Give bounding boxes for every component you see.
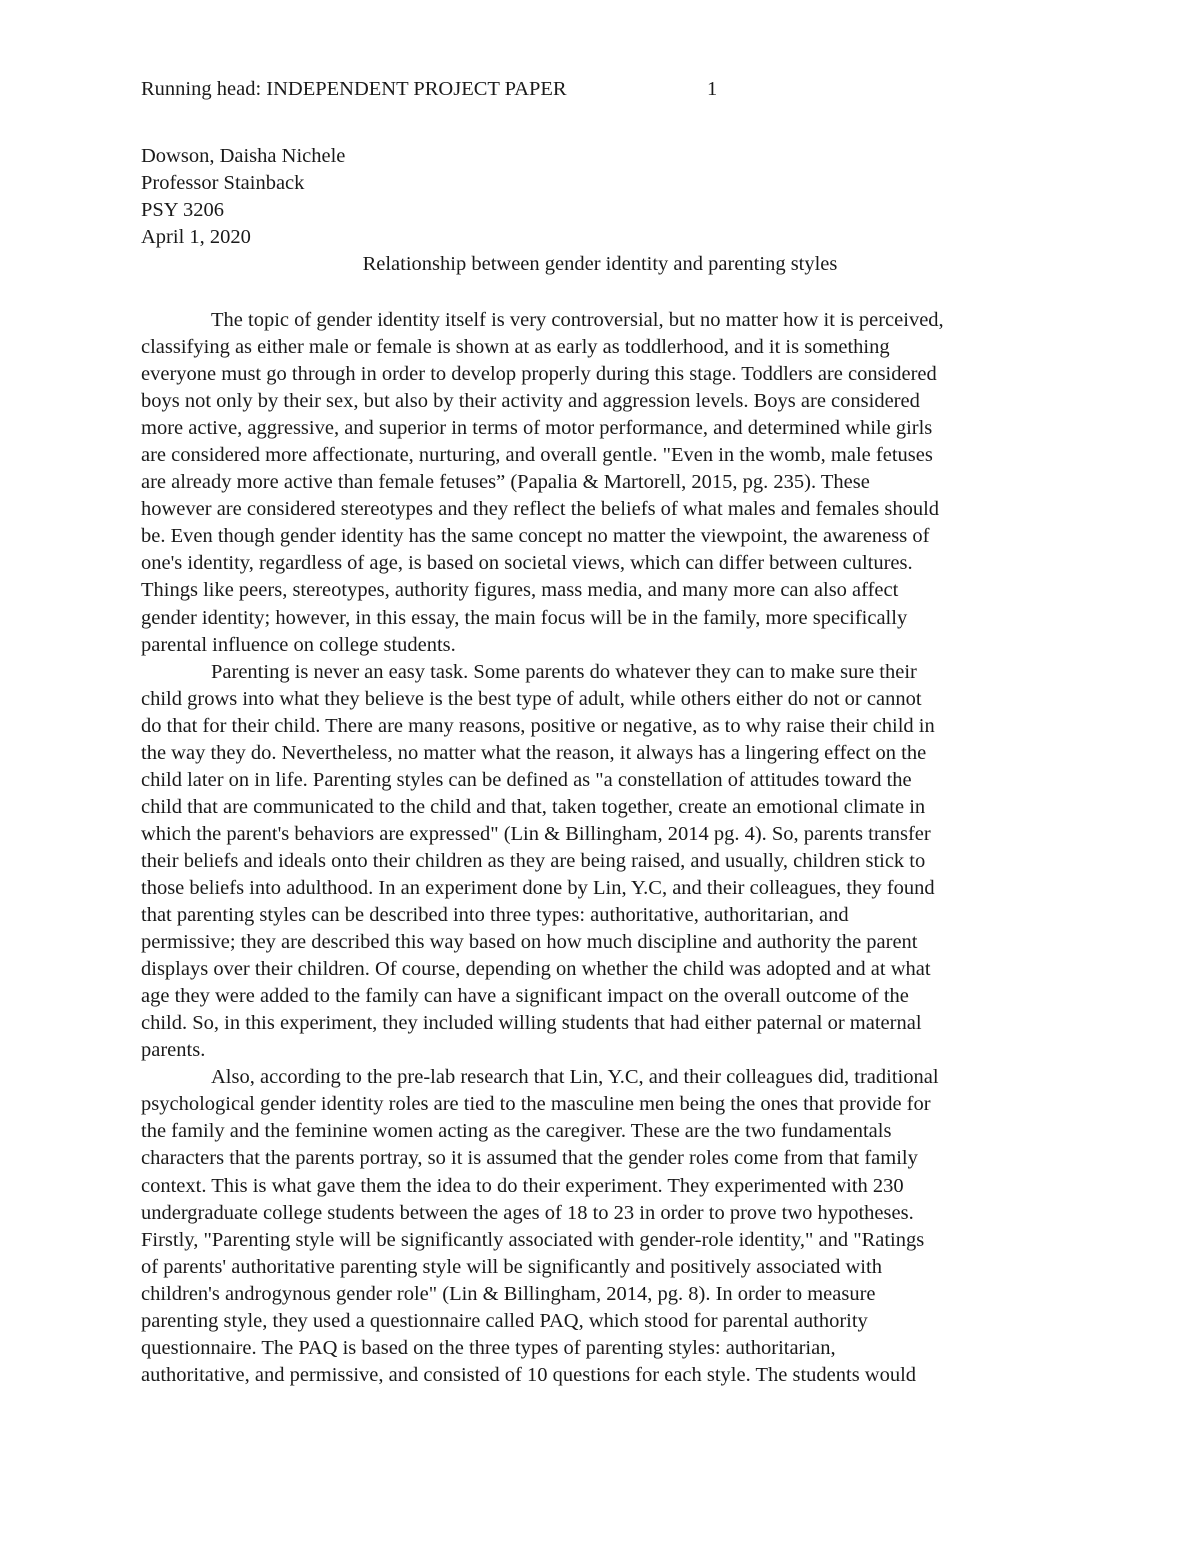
text-line: parents. [141,1039,206,1062]
student-heading [141,143,345,251]
text-line: be. Even though gender identity has the same concept no matter the viewpoint, the awareness of [141,525,930,548]
text-line: children's androgynous gender role" (Lin & Billingham, 2014, pg. 8). In order to measure [141,1282,876,1305]
course-code: PSY 3206 [141,199,224,221]
body-paragraph [141,1064,1053,1389]
paper-title: Relationship between gender identity and parenting styles [362,253,838,275]
text-line: gender identity; however, in this essay, the main focus will be in the family, more specifically [141,606,908,629]
text-line: child that are communicated to the child and that, taken together, create an emotional climate in [141,795,926,818]
student-name: Dowson, Daisha Nichele [141,145,346,167]
paper-body [141,307,1053,1389]
text-line: however are considered stereotypes and they reflect the beliefs of what males and females should [141,498,940,521]
text-line: the way they do. Nevertheless, no matter what the reason, it always has a lingering effect on the [141,741,927,764]
text-line: questionnaire. The PAQ is based on the three types of parenting styles: authoritarian, [141,1336,836,1359]
text-line: child later on in life. Parenting styles can be defined as "a constellation of attitudes toward the [141,768,912,791]
text-line: are considered more affectionate, nurturing, and overall gentle. "Even in the womb, male fetuses [141,444,933,467]
text-line: child. So, in this experiment, they included willing students that had either paternal or maternal [141,1012,922,1035]
professor-name: Professor Stainback [141,172,305,194]
text-line: Also, according to the pre-lab research that Lin, Y.C, and their colleagues did, traditional [211,1066,939,1089]
text-line: The topic of gender identity itself is very controversial, but no matter how it is perceived, [211,309,944,331]
text-line: Things like peers, stereotypes, authority figures, mass media, and many more can also affect [141,579,899,602]
text-line: of parents' authoritative parenting style will be significantly and positively associated with [141,1255,882,1278]
running-head: Running head: INDEPENDENT PROJECT PAPER [141,78,567,100]
text-line: permissive; they are described this way based on how much discipline and authority the parent [141,931,918,954]
text-line: which the parent's behaviors are expressed" (Lin & Billingham, 2014 pg. 4). So, parents transfer [141,822,931,845]
text-line: context. This is what gave them the idea to do their experiment. They experimented with 230 [141,1174,904,1197]
text-line: boys not only by their sex, but also by their activity and aggression levels. Boys are considered [141,390,920,413]
body-paragraph [141,307,1053,659]
text-line: everyone must go through in order to develop properly during this stage. Toddlers are considered [141,363,937,386]
text-line: one's identity, regardless of age, is based on societal views, which can differ between cultures. [141,552,913,575]
body-paragraph [141,659,1053,1065]
text-line: Parenting is never an easy task. Some parents do whatever they can to make sure their [211,660,917,683]
text-line: do that for their child. There are many reasons, positive or negative, as to why raise their child in [141,714,935,737]
text-line: authoritative, and permissive, and consisted of 10 questions for each style. The students would [141,1363,917,1386]
text-line: age they were added to the family can have a significant impact on the overall outcome of the [141,985,909,1008]
text-line: parental influence on college students. [141,633,456,656]
text-line: those beliefs into adulthood. In an experiment done by Lin, Y.C, and their colleagues, they found [141,876,935,899]
paper-date: April 1, 2020 [141,226,251,248]
text-line: Firstly, "Parenting style will be significantly associated with gender-role identity," and "Ratings [141,1228,925,1251]
text-line: the family and the feminine women acting as the caregiver. These are the two fundamentals [141,1120,892,1143]
text-line: undergraduate college students between the ages of 18 to 23 in order to prove two hypotheses. [141,1201,914,1224]
text-line: that parenting styles can be described into three types: authoritative, authoritarian, and [141,904,849,927]
text-line: psychological gender identity roles are tied to the masculine men being the ones that provide for [141,1093,931,1116]
text-line: more active, aggressive, and superior in terms of motor performance, and determined while girls [141,417,933,440]
page-number: 1 [707,78,718,100]
text-line: displays over their children. Of course, depending on whether the child was adopted and at what [141,958,931,981]
text-line: classifying as either male or female is shown at as early as toddlerhood, and it is something [141,336,890,359]
text-line: child grows into what they believe is the best type of adult, while others either do not or cannot [141,687,922,710]
text-line: parenting style, they used a questionnaire called PAQ, which stood for parental authority [141,1309,868,1332]
text-line: characters that the parents portray, so it is assumed that the gender roles come from that family [141,1147,918,1170]
page-header [141,76,718,102]
text-line: their beliefs and ideals onto their children as they are being raised, and usually, children stick to [141,849,926,872]
text-line: are already more active than female fetuses” (Papalia & Martorell, 2015, pg. 235). These [141,471,870,494]
